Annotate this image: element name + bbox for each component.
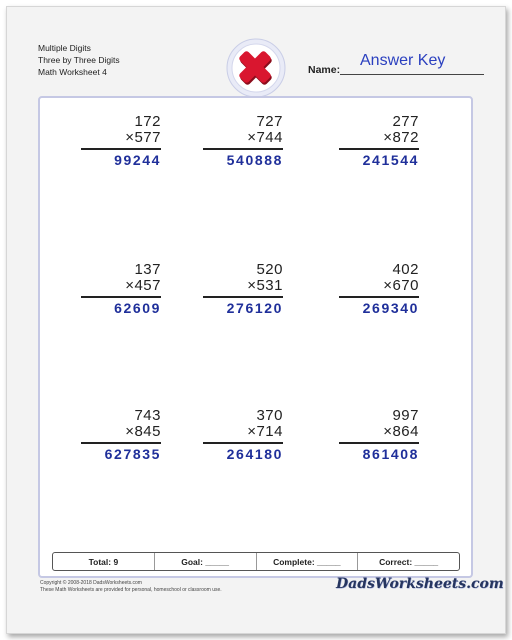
- product: 627835: [104, 446, 161, 462]
- correct-field: Correct: _____: [379, 556, 439, 567]
- worksheet-title: [38, 42, 120, 78]
- answer-rule: [203, 442, 283, 444]
- problem-9: [339, 408, 419, 462]
- problem-4: [81, 262, 161, 316]
- title-line: Math Worksheet 4: [38, 67, 107, 77]
- multiplier: ×457: [125, 277, 161, 294]
- name-label: Name:: [308, 64, 341, 76]
- answer-rule: [339, 148, 419, 150]
- goal-field: Goal: _____: [155, 553, 257, 570]
- product: 269340: [362, 300, 419, 316]
- title-line: Multiple Digits: [38, 43, 91, 53]
- name-line: [340, 74, 484, 75]
- copyright-line: These Math Worksheets are provided for personal, homeschool or classroom use.: [40, 586, 222, 593]
- multiplicand: 402: [392, 261, 419, 278]
- copyright-notice: [40, 580, 222, 593]
- copyright-line: Copyright © 2008-2018 DadsWorksheets.com: [40, 580, 142, 586]
- multiplicand: 520: [256, 261, 283, 278]
- problem-6: [339, 262, 419, 316]
- product: 264180: [226, 446, 283, 462]
- multiplier: ×531: [247, 277, 283, 294]
- multiplicand: 137: [134, 261, 161, 278]
- problem-frame: [38, 96, 473, 578]
- problem-3: [339, 114, 419, 168]
- problem-7: [81, 408, 161, 462]
- title-line: Three by Three Digits: [38, 55, 120, 65]
- red-x-icon: [226, 38, 286, 98]
- multiplicand: 277: [392, 113, 419, 130]
- multiplicand: 997: [392, 407, 419, 424]
- problem-2: [203, 114, 283, 168]
- complete-field: Complete: _____: [257, 553, 359, 570]
- multiplier: ×670: [383, 277, 419, 294]
- multiplier: ×845: [125, 423, 161, 440]
- multiplicand: 743: [134, 407, 161, 424]
- problem-5: [203, 262, 283, 316]
- answer-rule: [81, 442, 161, 444]
- name-field: [308, 52, 484, 76]
- product: 540888: [226, 152, 283, 168]
- product: 276120: [226, 300, 283, 316]
- answer-rule: [81, 296, 161, 298]
- answer-rule: [203, 148, 283, 150]
- problem-1: [81, 114, 161, 168]
- multiplier: ×577: [125, 129, 161, 146]
- answer-rule: [339, 442, 419, 444]
- score-box: [52, 552, 460, 571]
- multiplicand: 370: [256, 407, 283, 424]
- answer-rule: [339, 296, 419, 298]
- product: 62609: [114, 300, 161, 316]
- answer-key-label: Answer Key: [360, 52, 446, 69]
- multiplicand: 172: [134, 113, 161, 130]
- total-count: Total: 9: [53, 553, 155, 570]
- product: 861408: [362, 446, 419, 462]
- answer-rule: [203, 296, 283, 298]
- multiplier: ×744: [247, 129, 283, 146]
- multiplier: ×714: [247, 423, 283, 440]
- site-logo: DadsWorksheets.com: [336, 576, 504, 592]
- problem-8: [203, 408, 283, 462]
- product: 241544: [362, 152, 419, 168]
- answer-rule: [81, 148, 161, 150]
- product: 99244: [114, 152, 161, 168]
- multiplicand: 727: [256, 113, 283, 130]
- multiplier: ×864: [383, 423, 419, 440]
- multiplier: ×872: [383, 129, 419, 146]
